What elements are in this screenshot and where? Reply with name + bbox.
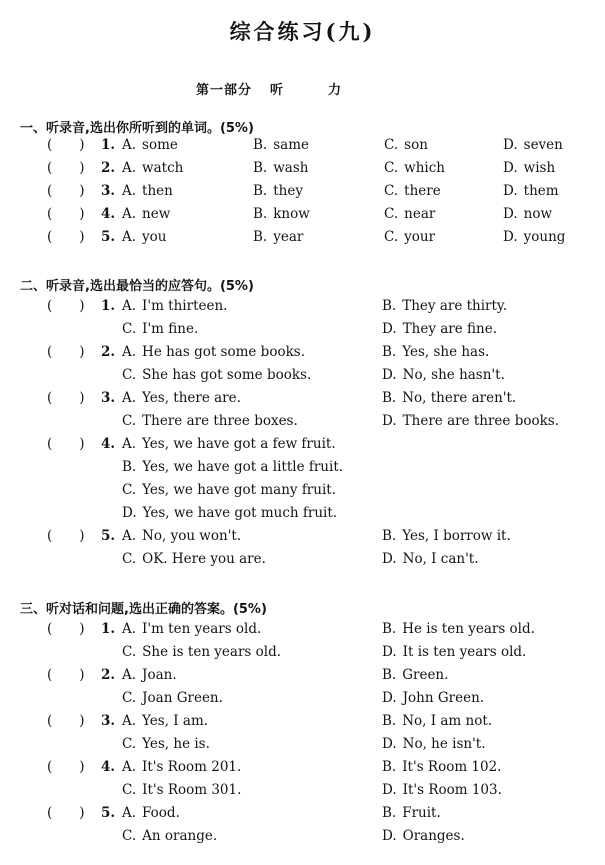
- option-letter: C.: [384, 137, 399, 153]
- option-letter: C.: [122, 690, 137, 706]
- option-D: [382, 690, 484, 706]
- option-letter: D.: [382, 782, 397, 798]
- option-text: watch: [142, 160, 184, 176]
- page-title: 综合练习(九): [229, 19, 376, 44]
- option-text: young: [523, 229, 566, 245]
- option-text: son: [404, 137, 428, 153]
- question-row-continued: [0, 828, 605, 848]
- part-label: 第一部分: [196, 83, 253, 98]
- option-C: [122, 367, 311, 383]
- question-row-continued: [0, 782, 605, 802]
- option-B: [382, 759, 501, 775]
- option-text: they: [273, 183, 303, 199]
- option-text: No, you won't.: [142, 528, 242, 544]
- option-B: [382, 344, 489, 360]
- option-B: [253, 137, 309, 153]
- question-row-continued: [0, 644, 605, 664]
- option-text: Green.: [402, 667, 449, 683]
- question-number: 1.: [101, 298, 116, 314]
- option-text: Joan Green.: [142, 690, 223, 706]
- option-text: I'm thirteen.: [142, 298, 228, 314]
- option-letter: D.: [382, 644, 397, 660]
- question-row: [0, 621, 605, 641]
- option-text: No, there aren't.: [402, 390, 517, 406]
- option-A: [122, 805, 180, 821]
- option-D: [503, 206, 552, 222]
- option-text: I'm fine.: [142, 321, 199, 337]
- option-A: [122, 759, 241, 775]
- option-letter: A.: [122, 528, 137, 544]
- answer-blank[interactable]: ( ): [47, 390, 85, 406]
- question-row: [0, 137, 605, 157]
- option-text: now: [523, 206, 553, 222]
- option-A: [122, 298, 227, 314]
- question-row-continued: [0, 321, 605, 341]
- option-text: She is ten years old.: [142, 644, 282, 660]
- option-letter: A.: [122, 206, 137, 222]
- option-text: Fruit.: [402, 805, 441, 821]
- answer-blank[interactable]: ( ): [47, 206, 85, 222]
- option-text: Yes, we have got a few fruit.: [142, 436, 336, 452]
- option-letter: D.: [503, 160, 518, 176]
- option-letter: C.: [122, 828, 137, 844]
- question-row: [0, 183, 605, 203]
- option-text: It's Room 102.: [402, 759, 502, 775]
- option-letter: B.: [253, 229, 268, 245]
- option-letter: C.: [122, 413, 137, 429]
- option-C: [384, 160, 445, 176]
- option-text: I'm ten years old.: [142, 621, 262, 637]
- question-row: [0, 667, 605, 687]
- option-text: Yes, we have got much fruit.: [142, 505, 338, 521]
- option-B: [122, 459, 343, 475]
- option-letter: B.: [253, 160, 268, 176]
- option-text: They are fine.: [402, 321, 498, 337]
- option-letter: B.: [253, 183, 268, 199]
- option-text: Yes, we have got a little fruit.: [142, 459, 344, 475]
- option-text: No, I am not.: [402, 713, 493, 729]
- option-letter: D.: [382, 551, 397, 567]
- option-letter: C.: [122, 644, 137, 660]
- option-A: [122, 390, 241, 406]
- option-text: Joan.: [142, 667, 177, 683]
- option-text: which: [404, 160, 445, 176]
- option-letter: A.: [122, 667, 137, 683]
- option-letter: D.: [503, 137, 518, 153]
- option-letter: C.: [384, 183, 399, 199]
- question-row: [0, 805, 605, 825]
- option-D: [382, 644, 526, 660]
- option-A: [122, 137, 178, 153]
- option-letter: C.: [122, 782, 137, 798]
- part-title: [196, 79, 342, 98]
- option-letter: A.: [122, 436, 137, 452]
- option-letter: C.: [122, 482, 137, 498]
- question-number: 1.: [101, 621, 116, 637]
- option-C: [122, 551, 266, 567]
- option-D: [382, 551, 479, 567]
- option-A: [122, 713, 208, 729]
- answer-blank[interactable]: ( ): [47, 137, 85, 153]
- question-row: [0, 390, 605, 410]
- option-text: same: [273, 137, 309, 153]
- option-D: [382, 321, 497, 337]
- answer-blank[interactable]: ( ): [47, 229, 85, 245]
- option-A: [122, 344, 305, 360]
- question-row-continued: [0, 551, 605, 571]
- option-letter: A.: [122, 621, 137, 637]
- answer-blank[interactable]: ( ): [47, 160, 85, 176]
- question-row: [0, 160, 605, 180]
- question-number: 3.: [101, 183, 116, 199]
- question-number: 2.: [101, 160, 116, 176]
- question-number: 4.: [101, 759, 116, 775]
- option-C: [122, 644, 281, 660]
- option-letter: D.: [503, 183, 518, 199]
- question-row-continued: [0, 736, 605, 756]
- option-A: [122, 528, 241, 544]
- option-letter: D.: [382, 413, 397, 429]
- option-letter: B.: [382, 528, 397, 544]
- option-text: John Green.: [402, 690, 485, 706]
- option-D: [122, 505, 337, 521]
- option-letter: D.: [503, 206, 518, 222]
- question-number: 2.: [101, 344, 116, 360]
- option-C: [384, 137, 428, 153]
- option-letter: C.: [384, 206, 399, 222]
- option-letter: A.: [122, 160, 137, 176]
- question-row: [0, 206, 605, 226]
- option-C: [384, 229, 435, 245]
- option-D: [503, 137, 563, 153]
- option-letter: A.: [122, 183, 137, 199]
- option-letter: A.: [122, 298, 137, 314]
- option-letter: A.: [122, 713, 137, 729]
- answer-blank[interactable]: ( ): [47, 528, 85, 544]
- option-letter: B.: [382, 344, 397, 360]
- option-letter: D.: [382, 321, 397, 337]
- option-C: [122, 413, 298, 429]
- option-text: then: [142, 183, 173, 199]
- option-text: Yes, he is.: [142, 736, 210, 752]
- option-C: [122, 782, 241, 798]
- option-C: [122, 736, 210, 752]
- option-letter: D.: [382, 367, 397, 383]
- answer-blank[interactable]: ( ): [47, 436, 85, 452]
- option-letter: B.: [253, 137, 268, 153]
- option-text: They are thirty.: [402, 298, 508, 314]
- question-row: [0, 713, 605, 733]
- answer-blank[interactable]: ( ): [47, 805, 85, 821]
- option-text: them: [523, 183, 559, 199]
- answer-blank[interactable]: ( ): [47, 344, 85, 360]
- option-letter: A.: [122, 344, 137, 360]
- option-text: An orange.: [142, 828, 218, 844]
- question-number: 5.: [101, 229, 116, 245]
- answer-blank[interactable]: ( ): [47, 298, 85, 314]
- option-text: year: [273, 229, 304, 245]
- option-text: He has got some books.: [142, 344, 305, 360]
- option-letter: B.: [382, 759, 397, 775]
- option-D: [382, 367, 505, 383]
- option-text: Food.: [142, 805, 180, 821]
- answer-blank[interactable]: ( ): [47, 713, 85, 729]
- option-text: No, she hasn't.: [402, 367, 505, 383]
- question-row: [0, 759, 605, 779]
- option-text: There are three boxes.: [142, 413, 298, 429]
- option-text: It is ten years old.: [402, 644, 527, 660]
- option-text: Yes, we have got many fruit.: [142, 482, 336, 498]
- option-B: [253, 229, 303, 245]
- option-text: Oranges.: [402, 828, 465, 844]
- question-row: [0, 528, 605, 548]
- option-text: Yes, there are.: [142, 390, 241, 406]
- option-text: some: [142, 137, 178, 153]
- option-text: OK. Here you are.: [142, 551, 266, 567]
- question-number: 5.: [101, 528, 116, 544]
- option-B: [382, 805, 441, 821]
- question-number: 4.: [101, 206, 116, 222]
- option-C: [384, 206, 435, 222]
- option-B: [382, 528, 511, 544]
- option-D: [503, 229, 565, 245]
- option-B: [382, 667, 448, 683]
- option-letter: B.: [382, 713, 397, 729]
- question-number: 4.: [101, 436, 116, 452]
- question-row: [0, 436, 605, 456]
- option-A: [122, 621, 261, 637]
- option-B: [382, 298, 507, 314]
- option-letter: C.: [384, 229, 399, 245]
- part-word-1: 听: [270, 83, 285, 98]
- option-text: He is ten years old.: [402, 621, 535, 637]
- option-text: Yes, I borrow it.: [402, 528, 511, 544]
- option-B: [382, 621, 535, 637]
- option-letter: D.: [382, 736, 397, 752]
- option-D: [503, 183, 559, 199]
- option-letter: C.: [122, 367, 137, 383]
- option-text: seven: [523, 137, 563, 153]
- option-text: It's Room 301.: [142, 782, 242, 798]
- question-number: 5.: [101, 805, 116, 821]
- question-number: 3.: [101, 713, 116, 729]
- option-letter: C.: [122, 321, 137, 337]
- option-letter: A.: [122, 390, 137, 406]
- option-letter: B.: [382, 298, 397, 314]
- answer-blank[interactable]: ( ): [47, 759, 85, 775]
- option-text: wish: [523, 160, 556, 176]
- option-A: [122, 667, 177, 683]
- option-letter: C.: [122, 736, 137, 752]
- option-B: [253, 206, 310, 222]
- question-row-continued: [0, 690, 605, 710]
- option-text: No, he isn't.: [402, 736, 486, 752]
- question-row: [0, 298, 605, 318]
- option-letter: B.: [382, 805, 397, 821]
- option-C: [122, 321, 198, 337]
- part-word-2: 力: [328, 83, 343, 98]
- option-letter: C.: [384, 160, 399, 176]
- option-C: [384, 183, 441, 199]
- option-letter: C.: [122, 551, 137, 567]
- option-letter: A.: [122, 759, 137, 775]
- section-heading: 三、听对话和问题,选出正确的答案。(5%): [20, 602, 267, 617]
- option-letter: D.: [122, 505, 137, 521]
- option-text: No, I can't.: [402, 551, 479, 567]
- question-row-continued: [0, 482, 605, 502]
- option-C: [122, 828, 217, 844]
- option-letter: B.: [382, 390, 397, 406]
- option-text: there: [404, 183, 441, 199]
- option-letter: D.: [382, 690, 397, 706]
- answer-blank[interactable]: ( ): [47, 621, 85, 637]
- question-row-continued: [0, 459, 605, 479]
- option-text: It's Room 103.: [402, 782, 502, 798]
- question-row-continued: [0, 367, 605, 387]
- option-B: [253, 183, 303, 199]
- option-text: Yes, she has.: [402, 344, 490, 360]
- option-A: [122, 160, 183, 176]
- option-C: [122, 482, 336, 498]
- option-A: [122, 436, 336, 452]
- question-number: 1.: [101, 137, 116, 153]
- option-letter: B.: [122, 459, 137, 475]
- answer-blank[interactable]: ( ): [47, 183, 85, 199]
- option-text: Yes, I am.: [142, 713, 209, 729]
- option-B: [382, 713, 492, 729]
- option-letter: B.: [382, 667, 397, 683]
- option-D: [382, 413, 559, 429]
- question-row: [0, 344, 605, 364]
- option-text: you: [142, 229, 167, 245]
- option-D: [503, 160, 555, 176]
- option-letter: A.: [122, 229, 137, 245]
- question-number: 3.: [101, 390, 116, 406]
- option-A: [122, 183, 173, 199]
- question-row-continued: [0, 413, 605, 433]
- question-row-continued: [0, 505, 605, 525]
- option-text: wash: [273, 160, 309, 176]
- option-text: know: [273, 206, 310, 222]
- option-B: [253, 160, 308, 176]
- option-B: [382, 390, 516, 406]
- option-letter: D.: [503, 229, 518, 245]
- answer-blank[interactable]: ( ): [47, 667, 85, 683]
- option-A: [122, 229, 167, 245]
- option-A: [122, 206, 170, 222]
- option-letter: D.: [382, 828, 397, 844]
- option-letter: A.: [122, 137, 137, 153]
- option-text: new: [142, 206, 171, 222]
- option-letter: B.: [382, 621, 397, 637]
- option-D: [382, 782, 502, 798]
- option-letter: A.: [122, 805, 137, 821]
- section-heading: 二、听录音,选出最恰当的应答句。(5%): [20, 279, 254, 294]
- option-text: It's Room 201.: [142, 759, 242, 775]
- section-heading: 一、听录音,选出你所听到的单词。(5%): [20, 121, 254, 136]
- option-C: [122, 690, 223, 706]
- option-D: [382, 736, 486, 752]
- option-text: She has got some books.: [142, 367, 312, 383]
- option-letter: B.: [253, 206, 268, 222]
- question-number: 2.: [101, 667, 116, 683]
- question-row: [0, 229, 605, 249]
- option-D: [382, 828, 465, 844]
- option-text: There are three books.: [402, 413, 559, 429]
- option-text: your: [404, 229, 436, 245]
- option-text: near: [404, 206, 436, 222]
